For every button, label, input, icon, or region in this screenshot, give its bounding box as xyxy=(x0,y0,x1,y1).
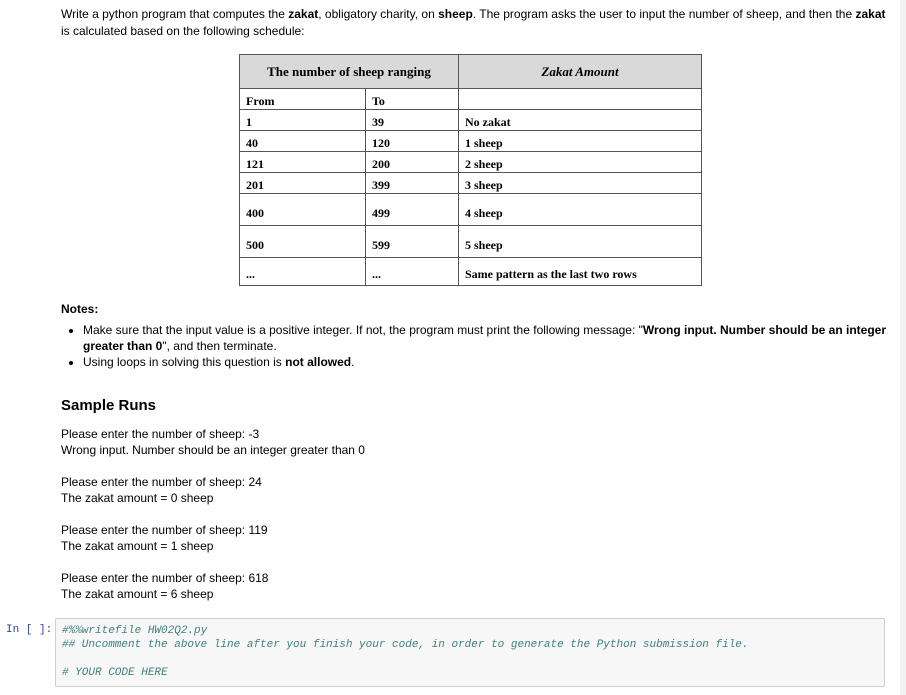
run-input-line: Please enter the number of sheep: 119 xyxy=(61,523,268,537)
table-row xyxy=(240,152,702,173)
intro-text: . The program asks the user to input the number of sheep, and then the xyxy=(472,7,856,21)
list-item xyxy=(83,354,889,370)
code-cell-editor[interactable] xyxy=(55,618,885,687)
from-cell: 500 xyxy=(240,226,366,258)
amount-cell: 3 sheep xyxy=(459,173,702,194)
sample-runs-heading: Sample Runs xyxy=(61,397,157,414)
run-input-line: Please enter the number of sheep: 618 xyxy=(61,571,269,585)
amount-cell: 5 sheep xyxy=(459,226,702,258)
intro-text: is calculated based on the following schedule: xyxy=(61,24,305,38)
from-cell: 1 xyxy=(240,110,366,131)
amount-cell: 2 sheep xyxy=(459,152,702,173)
from-label: From xyxy=(240,89,366,110)
to-cell: 399 xyxy=(366,173,459,194)
code-line: ## Uncomment the above line after you finish your code, in order to generate the Python submission file. xyxy=(62,639,749,651)
code-line: # YOUR CODE HERE xyxy=(62,667,168,679)
header-amount: Zakat Amount xyxy=(459,55,702,89)
code-line: #%%writefile HW02Q2.py xyxy=(62,625,208,637)
scrollbar[interactable] xyxy=(900,0,906,695)
to-cell: 599 xyxy=(366,226,459,258)
amount-cell: 4 sheep xyxy=(459,194,702,226)
table-header-row xyxy=(240,55,702,89)
sample-run xyxy=(61,426,365,458)
blank-line xyxy=(62,652,749,666)
notes-list xyxy=(61,322,889,370)
header-range: The number of sheep ranging xyxy=(240,55,459,89)
table-row xyxy=(240,131,702,152)
from-cell: ... xyxy=(240,258,366,286)
to-cell: 39 xyxy=(366,110,459,131)
sample-run xyxy=(61,474,262,506)
to-cell: 120 xyxy=(366,131,459,152)
run-input-line: Please enter the number of sheep: -3 xyxy=(61,427,260,441)
note-text: ", and then terminate. xyxy=(162,339,277,353)
note-text: Make sure that the input value is a positive integer. If not, the program must print the following message: " xyxy=(83,323,643,337)
to-label: To xyxy=(366,89,459,110)
table-subheader-row xyxy=(240,89,702,110)
zakat-schedule-table xyxy=(239,54,702,286)
to-cell: 499 xyxy=(366,194,459,226)
table-row xyxy=(240,110,702,131)
code-text[interactable] xyxy=(62,624,749,680)
amount-cell: Same pattern as the last two rows xyxy=(459,258,702,286)
table-row xyxy=(240,258,702,286)
run-input-line: Please enter the number of sheep: 24 xyxy=(61,475,262,489)
to-cell: ... xyxy=(366,258,459,286)
note-text: . xyxy=(351,355,355,369)
intro-text: , obligatory charity, on xyxy=(318,7,439,21)
intro-paragraph xyxy=(61,6,889,40)
intro-bold-zakat: zakat xyxy=(288,7,319,21)
sample-run xyxy=(61,570,268,602)
note-text: Using loops in solving this question is xyxy=(83,355,286,369)
table-row xyxy=(240,173,702,194)
intro-bold-zakat: zakat xyxy=(855,7,886,21)
amount-cell: 1 sheep xyxy=(459,131,702,152)
run-output-line: The zakat amount = 6 sheep xyxy=(61,587,214,601)
list-item xyxy=(83,322,889,354)
from-cell: 121 xyxy=(240,152,366,173)
note-bold: not allowed xyxy=(285,355,352,369)
run-output-line: The zakat amount = 1 sheep xyxy=(61,539,214,553)
from-cell: 400 xyxy=(240,194,366,226)
from-cell: 40 xyxy=(240,131,366,152)
table-row xyxy=(240,194,702,226)
run-output-line: Wrong input. Number should be an integer greater than 0 xyxy=(61,443,365,457)
notes-title: Notes: xyxy=(61,302,99,316)
empty-cell xyxy=(459,89,702,110)
table-row xyxy=(240,226,702,258)
sample-run xyxy=(61,522,268,554)
from-cell: 201 xyxy=(240,173,366,194)
run-output-line: The zakat amount = 0 sheep xyxy=(61,491,214,505)
intro-text: Write a python program that computes the xyxy=(61,7,289,21)
cell-prompt: In [ ]: xyxy=(6,624,53,636)
amount-cell: No zakat xyxy=(459,110,702,131)
note-bold: Wrong input. Number should be an integer greater than 0 xyxy=(83,323,887,353)
to-cell: 200 xyxy=(366,152,459,173)
intro-bold-sheep: sheep xyxy=(438,7,473,21)
